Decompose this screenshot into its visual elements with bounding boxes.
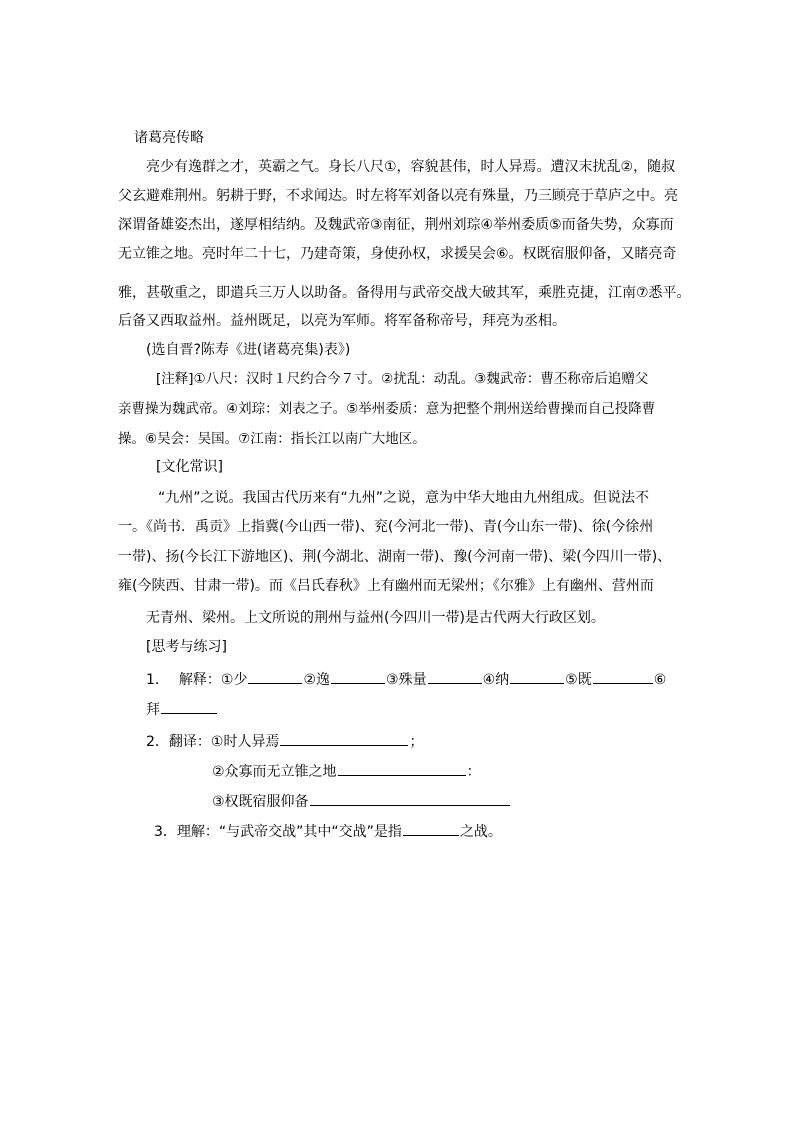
culture-line: 无青州、梁州。上文所说的荆州与益州(今四川一带)是古代两大行政区划。: [146, 610, 605, 626]
answer-blank[interactable]: [403, 820, 459, 836]
answer-blank[interactable]: [338, 760, 466, 776]
passage-line: 后备又西取益州。益州既足，以亮为军师。将军备称帝号，拜亮为丞相。: [118, 313, 566, 329]
answer-blank[interactable]: [248, 668, 302, 684]
question-text-end: 之战。: [459, 824, 502, 840]
term: ①少: [220, 672, 248, 688]
culture-line: 一。《尚书．禹贡》上指冀(今山西一带)、兖(今河北一带)、青(今山东一带)、徐(今徐州: [118, 519, 654, 535]
question-1-continued: [146, 698, 218, 720]
answer-blank[interactable]: [428, 668, 482, 684]
question-label: 解释：: [178, 672, 221, 688]
passage-line: 亮少有逸群之才，英霸之气。身长八尺①，容貌甚伟，时人异焉。遭汉末扰乱②，随叔: [146, 159, 676, 175]
term: ③殊量: [386, 672, 427, 688]
answer-blank[interactable]: [161, 698, 217, 714]
question-2: [146, 730, 423, 752]
culture-heading: [文化常识]: [156, 459, 223, 475]
question-2-item: [212, 760, 481, 782]
term: ④纳: [482, 672, 510, 688]
answer-blank[interactable]: [280, 730, 408, 746]
answer-blank[interactable]: [593, 668, 653, 684]
document-title: 诸葛亮传略: [134, 130, 204, 146]
term: 拜: [146, 702, 160, 718]
question-number: 3．: [154, 824, 177, 840]
question-number: 1．: [146, 672, 169, 688]
punctuation: ；: [409, 734, 424, 750]
culture-line: “九州”之说。我国古代历来有“九州”之说，意为中华大地由九州组成。但说法不: [158, 490, 650, 506]
question-label: 翻译：: [168, 734, 211, 750]
term: ①时人异焉: [210, 734, 280, 750]
passage-line: 雅，甚敬重之，即遣兵三万人以助备。备得用与武帝交战大破其军，乘胜克捷，江南⑦悉平。: [118, 285, 691, 301]
answer-blank[interactable]: [310, 790, 510, 806]
practice-heading: [思考与练习]: [146, 639, 227, 655]
culture-line: 雍(今陕西、甘肃一带)。而《吕氏春秋》上有幽州而无梁州；《尔雅》上有幽州、营州而: [118, 578, 654, 594]
culture-line: 一带)、扬(今长江下游地区)、荆(今湖北、湖南一带)、豫(今河南一带)、梁(今四川一带)、: [118, 549, 672, 565]
term: ③权既宿服仰备: [212, 794, 309, 810]
question-3: [154, 820, 502, 842]
answer-blank[interactable]: [510, 668, 564, 684]
question-1: [146, 668, 666, 690]
question-number: 2．: [146, 734, 169, 750]
passage-line: 父玄避难荆州。躬耕于野，不求闻达。时左将军刘备以亮有殊量，乃三顾亮于草庐之中。亮: [118, 188, 678, 204]
term: ②逸: [303, 672, 331, 688]
term: ②众寡而无立锥之地: [212, 764, 337, 780]
passage-line: 无立锥之地。亮时年二十七，乃建奇策，身使孙权，求援吴会⑥。权既宿服仰备，又睹亮奇: [118, 246, 677, 262]
annotation-line: [注释]①八尺：汉时１尺约合今７寸。②扰乱：动乱。③魏武帝：曹丕称帝后追赠父: [156, 371, 649, 387]
annotation-line: 亲曹操为魏武帝。④刘琮：刘表之子。⑤举州委质：意为把整个荆州送给曹操而自己投降曹: [118, 401, 656, 417]
question-2-item: [212, 790, 511, 812]
answer-blank[interactable]: [331, 668, 385, 684]
punctuation: ：: [466, 764, 481, 780]
source-citation: (选自晋?陈寿《进(诸葛亮集)表》): [146, 342, 351, 358]
annotation-line: 操。⑥吴会：吴国。⑦江南：指长江以南广大地区。: [118, 431, 426, 447]
passage-line: 深谓备雄姿杰出，遂厚相结纳。及魏武帝③南征，荆州刘琮④举州委质⑤而备失势，众寡而: [118, 217, 674, 233]
term: ⑥: [653, 672, 667, 688]
question-text: 理解：“与武帝交战”其中“交战”是指: [176, 824, 402, 840]
term: ⑤既: [565, 672, 592, 688]
